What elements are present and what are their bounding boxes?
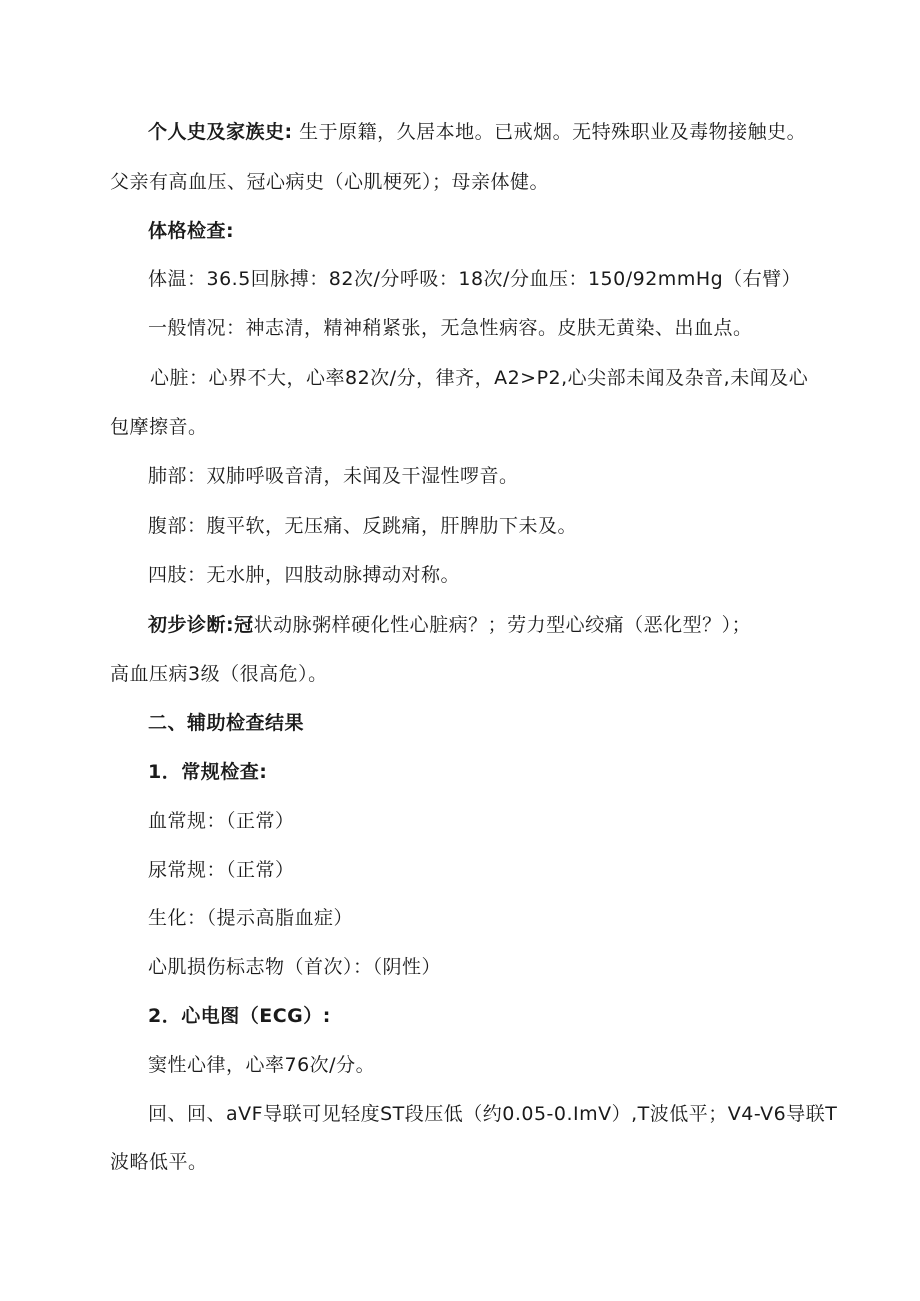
routine-exam-heading: 1．常规检查: [148,761,268,783]
ecg-line3: 波略低平。 [110,1151,208,1173]
ecg-line2: 回、回、aVF导联可见轻度ST段压低（约0.05-0.ImV）,T波低平；V4-V6导联T [148,1103,838,1125]
heart-line1: 心脏：心界不大，心率82次/分，律齐，A2>P2,心尖部未闻及杂音,未闻及心 [150,367,809,389]
heart-line2: 包摩擦音。 [110,416,208,438]
auxiliary-heading: 二、辅助检查结果 [148,712,305,734]
personal-history-line2: 父亲有高血压、冠心病史（心肌梗死）；母亲体健。 [110,171,550,193]
personal-history-label: 个人史及家族史: [148,121,293,143]
urine-routine-line: 尿常规：（正常） [148,859,295,881]
diagnosis-line2: 高血压病3级（很高危）。 [110,663,328,685]
ecg-heading: 2．心电图（ECG）: [148,1005,331,1027]
biochem-line: 生化：（提示高脂血症） [148,907,354,929]
diagnosis-text: 状动脉粥样硬化性心脏病？；劳力型心绞痛（恶化型？）； [253,614,752,636]
lungs-line: 肺部：双肺呼吸音清，未闻及干湿性啰音。 [148,465,519,487]
limbs-line: 四肢：无水肿，四肢动脉搏动对称。 [148,564,461,586]
diagnosis-label: 初步诊断:冠 [148,614,254,636]
personal-history-line1 [148,120,806,144]
cardiac-markers-line: 心肌损伤标志物（首次）：（阴性） [148,956,442,978]
ecg-line1: 窦性心律，心率76次/分。 [148,1054,376,1076]
physical-exam-heading: 体格检查: [148,220,235,242]
abdomen-line: 腹部：腹平软，无压痛、反跳痛，肝脾肋下未及。 [148,515,578,537]
vitals-line: 体温：36.5回脉搏：82次/分呼吸：18次/分血压：150/92mmHg（右臂） [148,268,802,290]
general-condition-line: 一般情况：神志清，精神稍紧张，无急性病容。皮肤无黄染、出血点。 [148,317,753,339]
diagnosis-line1 [148,613,751,637]
blood-routine-line: 血常规：（正常） [148,810,295,832]
personal-history-text: 生于原籍，久居本地。已戒烟。无特殊职业及毒物接触史。 [299,121,807,143]
